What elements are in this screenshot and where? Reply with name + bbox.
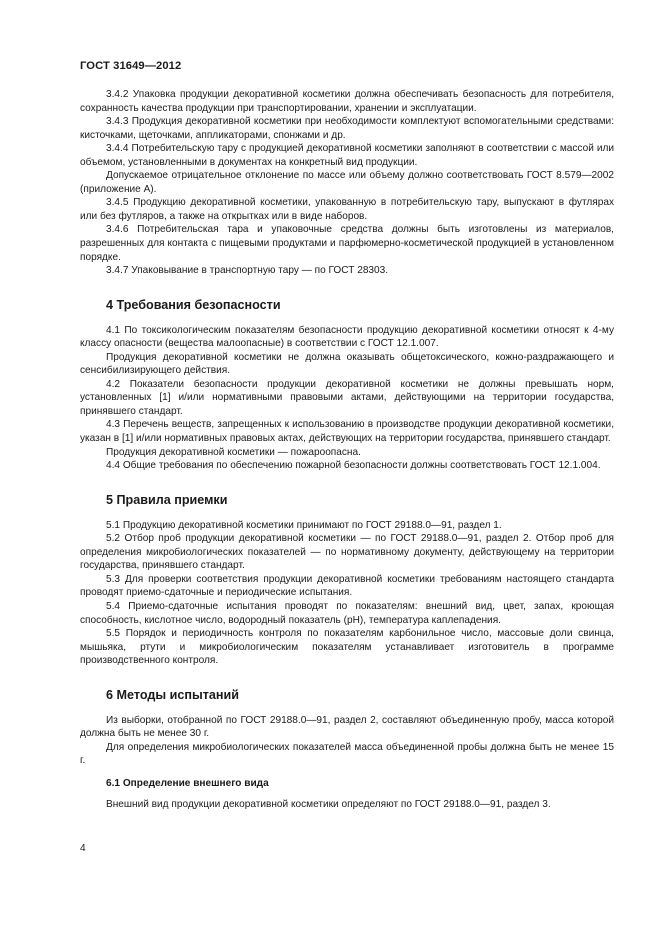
section-5-heading: 5 Правила приемки (106, 492, 228, 507)
clause-3-4-3: 3.4.3 Продукция декоративной косметики при необходимости комплектуют вспомогательными средствами: кисточками, щеточками, аппликаторами, спонжами и др. (80, 116, 614, 141)
section-6-heading: 6 Методы испытаний (106, 687, 239, 702)
clause-6-1: Внешний вид продукции декоративной косметики определяют по ГОСТ 29188.0—91, раздел 3. (106, 799, 551, 811)
page-content (80, 88, 614, 812)
clause-4-1: 4.1 По токсикологическим показателям безопасности продукцию декоративной косметики относят к 4-му классу опасности (вещества малоопасные) в соответствии с ГОСТ 12.1.007. (80, 324, 614, 350)
clause-3-4-4-tolerance: Допускаемое отрицательное отклонение по массе или объему должно соответствовать ГОСТ 8.579—2002 (приложение А). (80, 170, 614, 195)
clause-4-2: 4.2 Показатели безопасности продукции декоративной косметики не должны превышать норм, установленных [1] и/или нормативными правовыми актами, действующими на территории государства, принявшего стандарт. (80, 378, 614, 417)
page-number: 4 (80, 843, 86, 854)
clause-6-micro-sample: Для определения микробиологических показателей масса объединенной пробы должна быть не менее 15 г. (80, 741, 614, 767)
clause-5-4: 5.4 Приемо-сдаточные испытания проводят по показателям: внешний вид, цвет, запах, кроющая способность, кислотное число, водородный показатель (pH), температура каплепадения. (80, 600, 614, 626)
clause-5-5: 5.5 Порядок и периодичность контроля по показателям карбонильное число, массовые доли свинца, мышьяка, ртути и микробиологическим показателям устанавливает изготовитель в программе производственного контроля. (80, 628, 614, 667)
clause-3-4-5: 3.4.5 Продукцию декоративной косметики, упакованную в потребительскую тару, выпускают в футлярах или без футляров, а также на открытках или в виде наборов. (80, 197, 614, 222)
clause-3-4-2: 3.4.2 Упаковка продукции декоративной косметики должна обеспечивать безопасность для потребителя, сохранность качества продукции при транспортировании, хранении и эксплуатации. (80, 89, 614, 114)
clause-5-2: 5.2 Отбор проб продукции декоративной косметики — по ГОСТ 29188.0—91, раздел 2. Отбор проб для определения микробиологических показателей — по нормативному документу, действующему на территории государства, принявшего стандарт. (80, 533, 614, 572)
clause-3-4-7: 3.4.7 Упаковывание в транспортную тару — по ГОСТ 28303. (106, 265, 389, 277)
clause-4-4: 4.4 Общие требования по обеспечению пожарной безопасности должны соответствовать ГОСТ 12.1.004. (106, 460, 601, 472)
clause-4-3-fire: Продукция декоративной косметики — пожароопасна. (106, 446, 361, 458)
clause-5-3: 5.3 Для проверки соответствия продукции декоративной косметики требованиям настоящего стандарта проводят приемо-сдаточные и периодические испытания. (80, 573, 614, 599)
subsection-6-1-heading: 6.1 Определение внешнего вида (106, 777, 269, 789)
document-code-header: ГОСТ 31649—2012 (80, 60, 182, 72)
clause-3-4-4: 3.4.4 Потребительскую тару с продукцией декоративной косметики заполняют в соответствии с массой или объемом, установленными в документах на конкретный вид продукции. (80, 143, 614, 168)
clause-4-3: 4.3 Перечень веществ, запрещенных к использованию в производстве продукции декоративной косметики, указан в [1] и/или нормативных правовых актах, действующих на территории государства, принявшего стандарт. (80, 419, 614, 445)
clause-5-1: 5.1 Продукцию декоративной косметики принимают по ГОСТ 29188.0—91, раздел 1. (106, 519, 502, 531)
clause-6-sample: Из выборки, отобранной по ГОСТ 29188.0—91, раздел 2, составляют объединенную пробу, масса которой должна быть не менее 30 г. (80, 714, 614, 740)
section-4-heading: 4 Требования безопасности (106, 297, 281, 312)
clause-4-1-effects: Продукция декоративной косметики не должна оказывать общетоксического, кожно-раздражающего и сенсибилизирующего действия. (80, 351, 614, 377)
clause-3-4-6: 3.4.6 Потребительская тара и упаковочные средства должны быть изготовлены из материалов, разрешенных для контакта с пищевыми продуктами и парфюмерно-косметической продукцией в установленном порядке. (80, 224, 614, 263)
